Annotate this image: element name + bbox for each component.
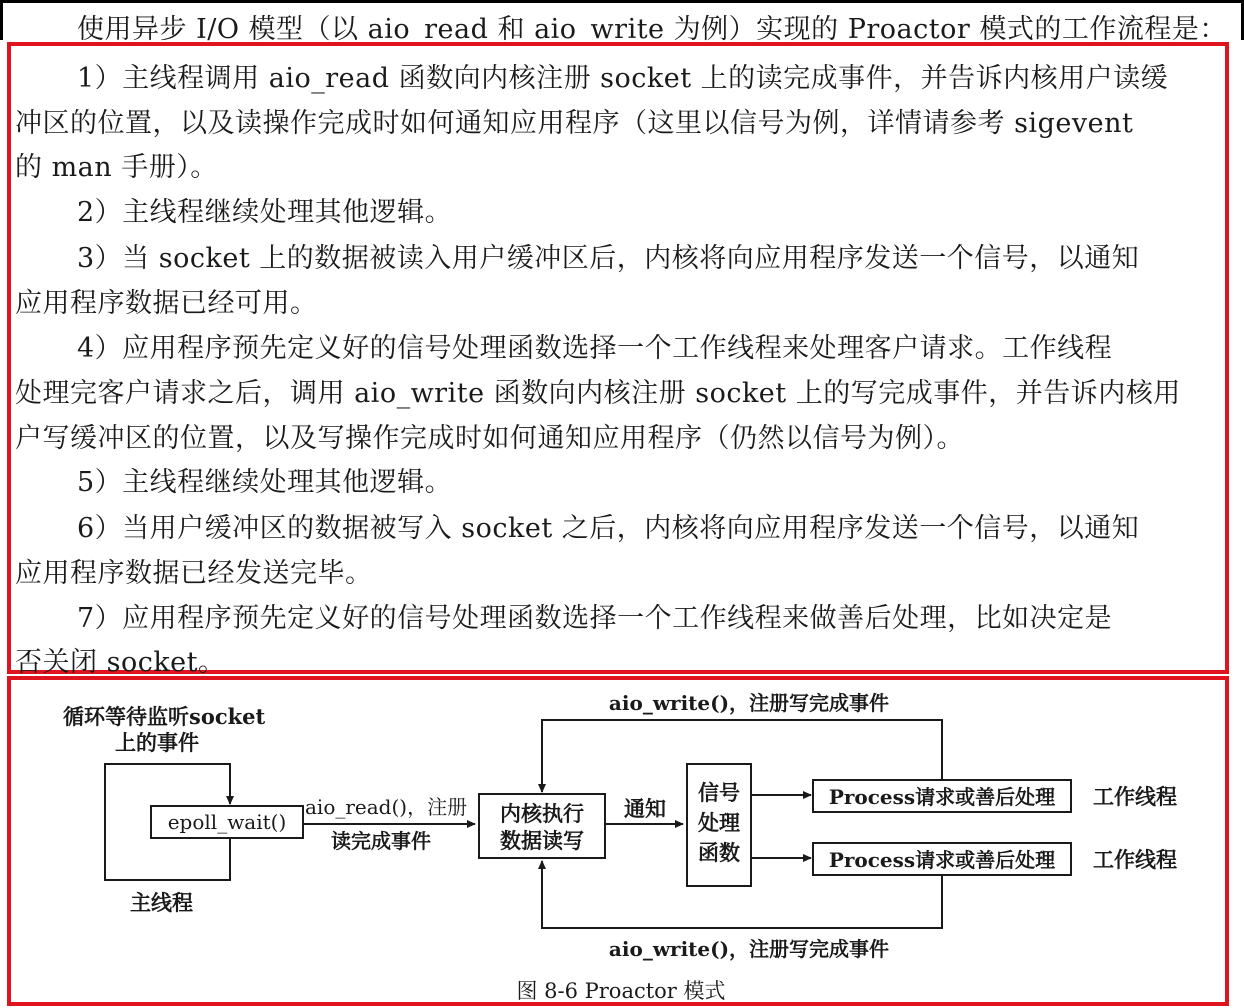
kernel-label-line-2: 数据读写: [500, 828, 584, 853]
step-2-line-1: 2）主线程继续处理其他逻辑。: [77, 197, 453, 228]
aio-read-label-line-1: aio_read()，注册: [305, 795, 468, 819]
worker-label-bottom: 工作线程: [1093, 847, 1177, 872]
step-1-line-3: 的 man 手册）。: [15, 152, 218, 183]
step-3-line-2: 应用程序数据已经可用。: [15, 288, 318, 319]
step-4-line-1: 4）应用程序预先定义好的信号处理函数选择一个工作线程来处理客户请求。工作线程: [77, 333, 1113, 364]
loop-label-line-2: 上的事件: [115, 730, 199, 755]
aio-write-label-top: aio_write()，注册写完成事件: [608, 691, 890, 715]
notify-label: 通知: [624, 796, 666, 821]
kernel-label-line-1: 内核执行: [500, 801, 584, 826]
step-7-line-1: 7）应用程序预先定义好的信号处理函数选择一个工作线程来做善后处理，比如决定是: [77, 603, 1113, 634]
proactor-diagram: [11, 680, 1225, 1002]
step-4-line-3: 户写缓冲区的位置，以及写操作完成时如何通知应用程序（仍然以信号为例）。: [15, 423, 964, 454]
steps-highlight-box: [7, 42, 1229, 678]
step-1-line-2: 冲区的位置，以及读操作完成时如何通知应用程序（这里以信号为例，详情请参考 sigevent: [15, 108, 1134, 139]
step-1-line-1: 1）主线程调用 aio_read 函数向内核注册 socket 上的读完成事件，并告诉内核用户读缓: [77, 63, 1169, 94]
epoll-wait-label: epoll_wait(): [167, 810, 287, 834]
main-thread-label: 主线程: [130, 890, 193, 915]
step-5-line-1: 5）主线程继续处理其他逻辑。: [77, 467, 453, 498]
step-7-line-2: 否关闭 socket。: [15, 647, 226, 678]
loop-label-line-1: 循环等待监听socket: [63, 704, 266, 729]
aio-read-label-line-2: 读完成事件: [331, 829, 431, 853]
signal-label-line-3: 函数: [698, 840, 740, 865]
step-4-line-2: 处理完客户请求之后，调用 aio_write 函数向内核注册 socket 上的写完成事件，并告诉内核用: [15, 378, 1181, 409]
process-label-bottom: Process请求或善后处理: [828, 848, 1056, 872]
signal-label-line-1: 信号: [698, 780, 740, 805]
signal-label-line-2: 处理: [698, 810, 740, 835]
worker-label-top: 工作线程: [1093, 784, 1177, 809]
figure-caption: 图 8-6 Proactor 模式: [516, 979, 726, 1002]
aio-write-label-bottom: aio_write()，注册写完成事件: [608, 937, 890, 961]
step-3-line-1: 3）当 socket 上的数据被读入用户缓冲区后，内核将向应用程序发送一个信号，以通知: [77, 243, 1140, 274]
intro-sentence: 使用异步 I/O 模型（以 aio_read 和 aio_write 为例）实现的 Proactor 模式的工作流程是：: [77, 14, 1227, 45]
top-frame: [0, 0, 1244, 45]
step-6-line-1: 6）当用户缓冲区的数据被写入 socket 之后，内核将向应用程序发送一个信号，以通知: [77, 513, 1140, 544]
process-label-top: Process请求或善后处理: [828, 785, 1056, 809]
proactor-figure-box: [7, 676, 1229, 1006]
step-6-line-2: 应用程序数据已经发送完毕。: [15, 558, 373, 589]
